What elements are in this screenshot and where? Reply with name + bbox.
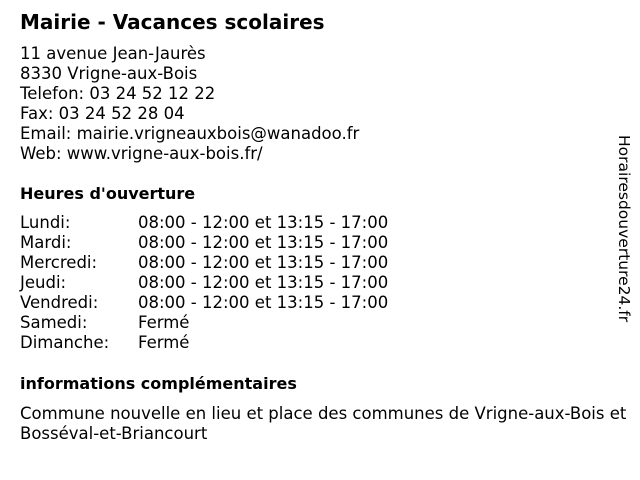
additional-info-text: Commune nouvelle en lieu et place des communes de Vrigne-aux-Bois et Bosséval-et-Briancourt [20, 404, 627, 443]
hours-row-friday [20, 293, 420, 313]
phone-number: Telefon: 03 24 52 12 22 [20, 84, 216, 103]
opening-hours-table [20, 213, 420, 353]
hours-row-tuesday [20, 233, 420, 253]
hours-row-sunday [20, 333, 420, 353]
hours-row-thursday [20, 273, 420, 293]
day-label: Samedi: [20, 313, 88, 332]
day-label: Vendredi: [20, 293, 99, 312]
hours-value: 08:00 - 12:00 et 13:15 - 17:00 [138, 273, 389, 292]
day-label: Jeudi: [20, 273, 67, 292]
hours-value: 08:00 - 12:00 et 13:15 - 17:00 [138, 253, 389, 272]
day-label: Lundi: [20, 213, 71, 232]
watermark-text: Horairesdouverture24.fr [615, 135, 633, 323]
hours-value: 08:00 - 12:00 et 13:15 - 17:00 [138, 213, 389, 232]
day-label: Mercredi: [20, 253, 98, 272]
fax-number: Fax: 03 24 52 28 04 [20, 104, 185, 123]
hours-row-wednesday [20, 253, 420, 273]
hours-value: 08:00 - 12:00 et 13:15 - 17:00 [138, 293, 389, 312]
hours-row-monday [20, 213, 420, 233]
opening-hours-heading: Heures d'ouverture [20, 184, 196, 203]
hours-row-saturday [20, 313, 420, 333]
day-label: Mardi: [20, 233, 72, 252]
website-link: Web: www.vrigne-aux-bois.fr/ [20, 144, 263, 163]
street-address: 11 avenue Jean-Jaurès [20, 44, 206, 63]
page-title: Mairie - Vacances scolaires [20, 10, 325, 34]
day-label: Dimanche: [20, 333, 110, 352]
additional-info-heading: informations complémentaires [20, 374, 297, 393]
email-address: Email: mairie.vrigneauxbois@wanadoo.fr [20, 124, 360, 143]
hours-value: 08:00 - 12:00 et 13:15 - 17:00 [138, 233, 389, 252]
city-address: 8330 Vrigne-aux-Bois [20, 64, 198, 83]
address-block [20, 44, 359, 164]
hours-value: Fermé [138, 313, 190, 332]
hours-value: Fermé [138, 333, 190, 352]
